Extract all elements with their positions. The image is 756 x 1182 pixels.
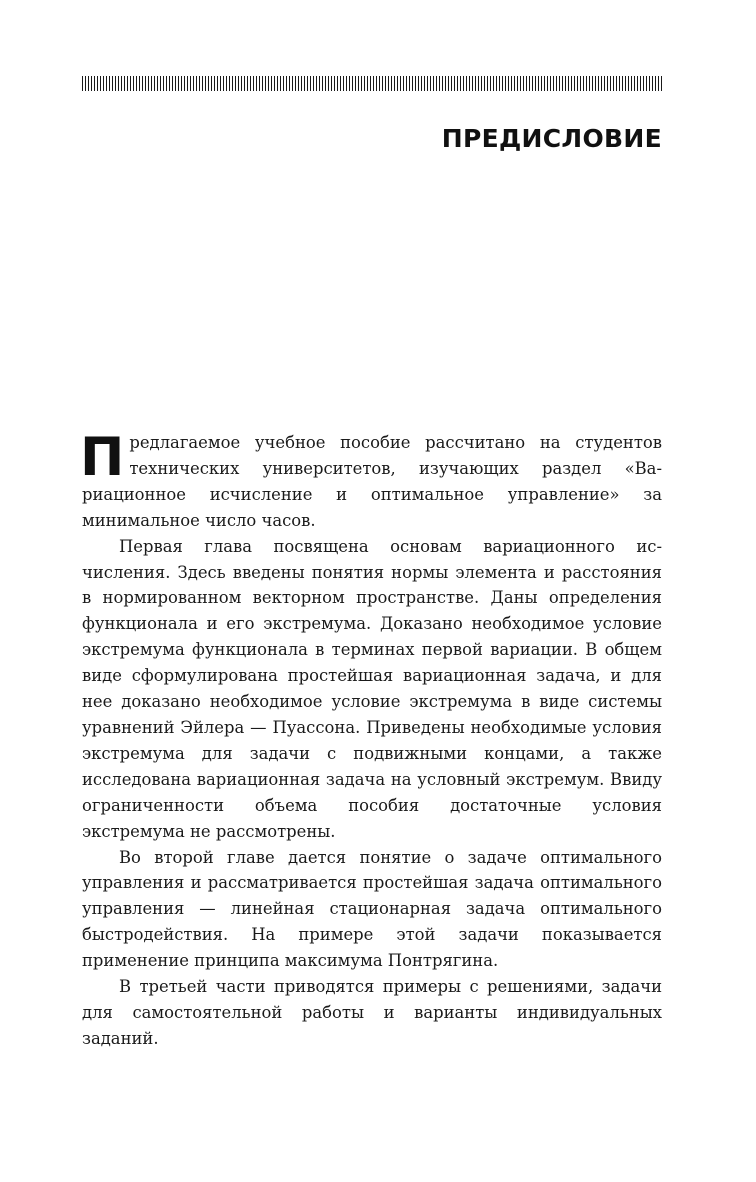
drop-cap: П <box>80 427 125 488</box>
paragraph-1 <box>80 427 662 534</box>
paragraph-4: В третьей части приводятся примеры с решениями, задачи для самостоятельной работы и варианты индивидуальных заданий. <box>82 977 662 1048</box>
page-title: ПРЕДИСЛОВИЕ <box>441 124 662 153</box>
paragraph-3: Во второй главе дается понятие о задаче оптимального управления и рассматривается простейшая задача оптимального управления — линейная стационарная задача оптимального быстродействия. На примере этой задачи показывается применение принципа максимума Понтрягина. <box>82 847 662 971</box>
paragraph-2: Первая глава посвящена основам вариационного исчисления. Здесь введены понятия нормы элемента и расстояния в нормированном векторном пространстве. Даны определения функционала и его экстремума. Доказано необходимое условие экстремума функционала в терминах первой вариации. В общем виде сформулирована простейшая вариационная задача, и для нее доказано необходимое условие экстремума в виде системы уравнений Эйлера — Пуассона. Приведены необходимые условия экстремума для задачи с подвижными концами, а также исследована вариационная задача на условный экстремум. Ввиду ограниченности объема пособия достаточные условия экстремума не рассмотрены. <box>82 536 662 841</box>
paragraph-1-text: редлагаемое учебное пособие рассчитано на студентов технических университетов, изучающих раздел «Вариационное исчисление и оптимальное управление» за минимальное число часов. <box>82 433 662 530</box>
body-text <box>80 427 662 1052</box>
header-rule <box>82 76 662 91</box>
